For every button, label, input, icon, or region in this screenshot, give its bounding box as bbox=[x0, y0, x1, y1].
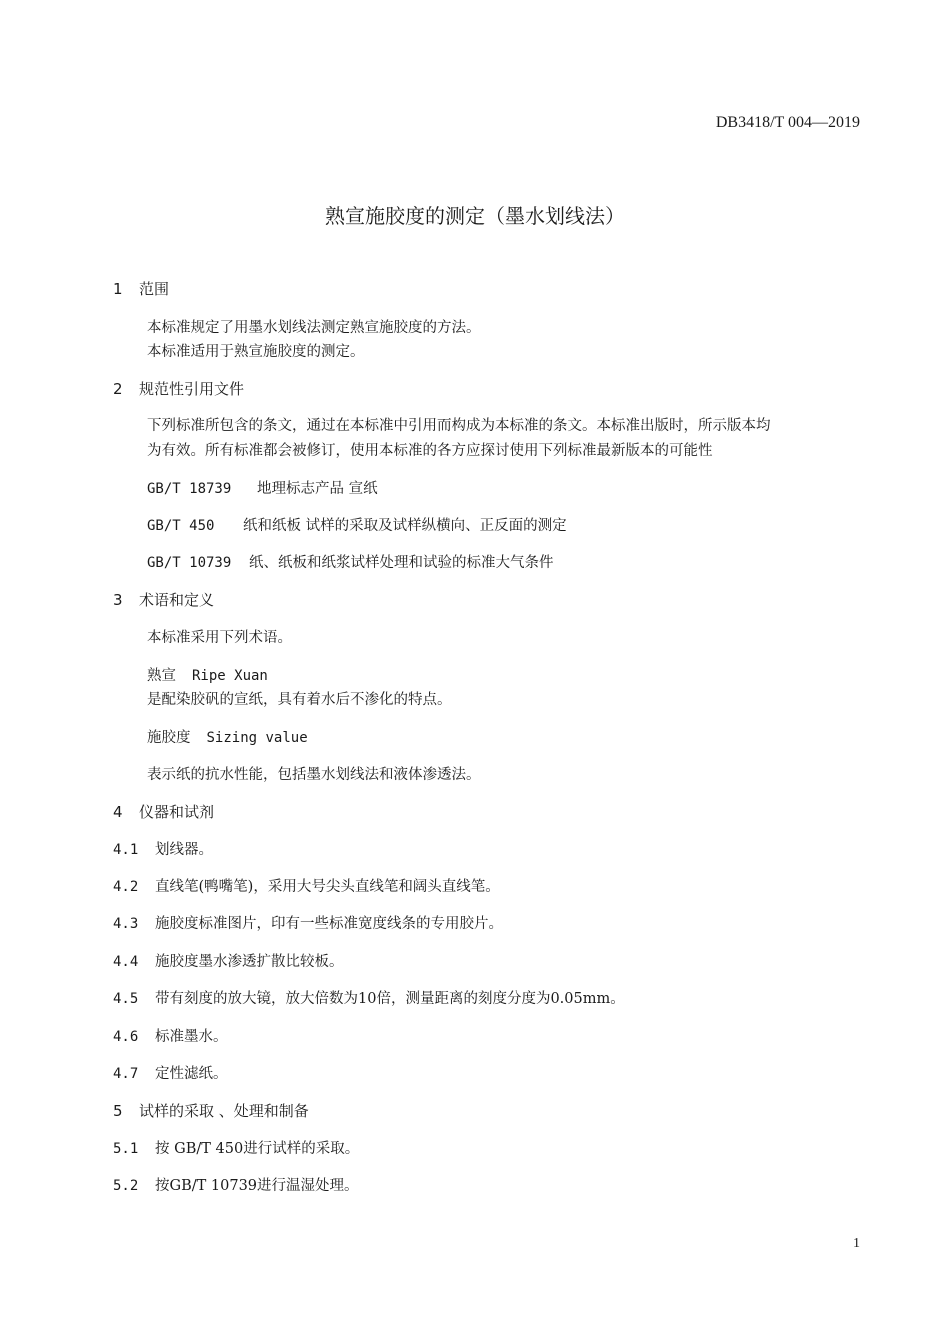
term-name: 熟宣 bbox=[147, 668, 176, 684]
document-title: 熟宣施胶度的测定（墨水划线法） bbox=[325, 204, 625, 228]
list-item bbox=[113, 838, 213, 859]
item-text: 定性滤纸。 bbox=[155, 1066, 228, 1082]
section-5-heading bbox=[113, 1100, 309, 1121]
list-item bbox=[113, 1174, 359, 1195]
section-3-heading bbox=[113, 589, 214, 610]
term-entry bbox=[147, 664, 268, 685]
reference-code: GB/T 450 bbox=[147, 518, 215, 534]
item-number: 4.4 bbox=[113, 954, 139, 970]
section-title: 仪器和试剂 bbox=[139, 803, 215, 821]
reference-title: 纸和纸板 试样的采取及试样纵横向、正反面的测定 bbox=[243, 518, 567, 534]
list-item bbox=[113, 1062, 228, 1083]
list-item bbox=[113, 987, 625, 1008]
reference-title: 地理标志产品 宣纸 bbox=[257, 481, 378, 497]
reference-item bbox=[147, 477, 378, 498]
item-number: 5.2 bbox=[113, 1178, 139, 1194]
term-english: Ripe Xuan bbox=[192, 668, 268, 684]
item-number: 4.1 bbox=[113, 842, 139, 858]
item-text: 划线器。 bbox=[155, 842, 213, 858]
reference-item bbox=[147, 514, 567, 535]
section-2-heading bbox=[113, 378, 244, 399]
term-name: 施胶度 bbox=[147, 730, 191, 746]
item-text: 施胶度标准图片，印有一些标准宽度线条的专用胶片。 bbox=[155, 916, 503, 932]
item-number: 5.1 bbox=[113, 1141, 139, 1157]
paragraph: 本标准适用于熟宣施胶度的测定。 bbox=[147, 344, 365, 360]
list-item bbox=[113, 950, 344, 971]
item-number: 4.3 bbox=[113, 916, 139, 932]
list-item bbox=[113, 1025, 228, 1046]
section-number: 1 bbox=[113, 280, 123, 298]
list-item bbox=[113, 875, 500, 896]
term-entry bbox=[147, 726, 308, 747]
document-code: DB3418/T 004—2019 bbox=[715, 114, 860, 131]
section-title: 规范性引用文件 bbox=[139, 380, 245, 398]
item-text: 带有刻度的放大镜，放大倍数为10倍，测量距离的刻度分度为0.05mm。 bbox=[155, 991, 625, 1007]
section-title: 试样的采取 、处理和制备 bbox=[139, 1102, 309, 1120]
section-1-heading bbox=[113, 278, 169, 299]
item-text: 直线笔(鸭嘴笔)，采用大号尖头直线笔和阔头直线笔。 bbox=[155, 879, 500, 895]
section-number: 3 bbox=[113, 591, 123, 609]
term-english: Sizing value bbox=[206, 730, 308, 746]
section-number: 2 bbox=[113, 380, 123, 398]
item-number: 4.7 bbox=[113, 1066, 139, 1082]
reference-code: GB/T 18739 bbox=[147, 481, 232, 497]
reference-item bbox=[147, 551, 554, 572]
item-text: 标准墨水。 bbox=[155, 1029, 228, 1045]
section-title: 术语和定义 bbox=[139, 591, 215, 609]
reference-title: 纸、纸板和纸浆试样处理和试验的标准大气条件 bbox=[249, 555, 554, 571]
paragraph: 本标准规定了用墨水划线法测定熟宣施胶度的方法。 bbox=[147, 320, 481, 336]
item-text: 按 GB/T 450进行试样的采取。 bbox=[155, 1141, 360, 1157]
section-title: 范围 bbox=[139, 280, 170, 298]
paragraph: 为有效。所有标准都会被修订，使用本标准的各方应探讨使用下列标准最新版本的可能性 bbox=[147, 443, 713, 459]
list-item bbox=[113, 912, 503, 933]
page-number: 1 bbox=[853, 1236, 860, 1251]
item-number: 4.5 bbox=[113, 991, 139, 1007]
paragraph: 下列标准所包含的条文，通过在本标准中引用而构成为本标准的条文。本标准出版时，所示版本均 bbox=[147, 418, 771, 434]
list-item bbox=[113, 1137, 359, 1158]
reference-code: GB/T 10739 bbox=[147, 555, 232, 571]
section-4-heading bbox=[113, 801, 214, 822]
item-number: 4.6 bbox=[113, 1029, 139, 1045]
item-text: 按GB/T 10739进行温湿处理。 bbox=[155, 1178, 359, 1194]
section-number: 5 bbox=[113, 1102, 123, 1120]
term-definition: 是配染胶矾的宣纸，具有着水后不渗化的特点。 bbox=[147, 692, 452, 708]
section-number: 4 bbox=[113, 803, 123, 821]
term-definition: 表示纸的抗水性能，包括墨水划线法和液体渗透法。 bbox=[147, 767, 481, 783]
item-number: 4.2 bbox=[113, 879, 139, 895]
paragraph: 本标准采用下列术语。 bbox=[147, 630, 292, 646]
item-text: 施胶度墨水渗透扩散比较板。 bbox=[155, 954, 344, 970]
